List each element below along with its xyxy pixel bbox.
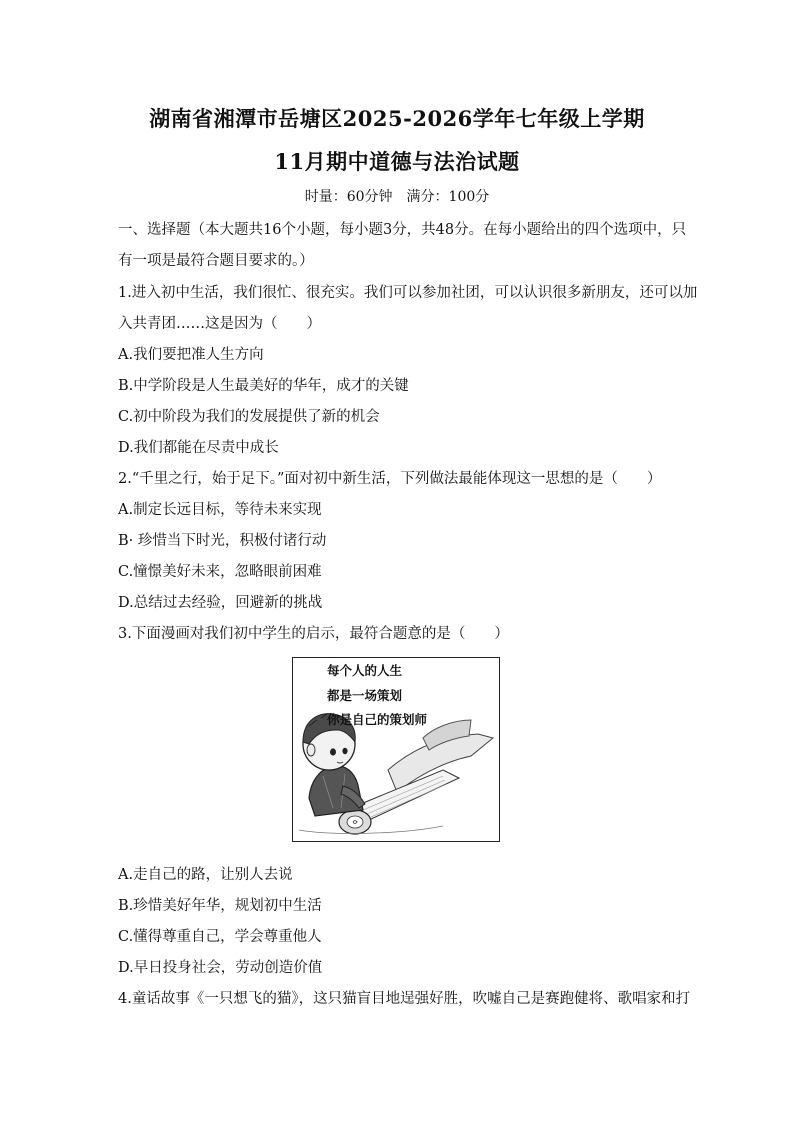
question-1-option-d: D.我们都能在尽责中成长	[118, 440, 279, 456]
question-2-stem: 2.“千里之行，始于足下。”面对初中新生活，下列做法最能体现这一思想的是（ ）	[118, 471, 662, 487]
question-1-option-c: C.初中阶段为我们的发展提供了新的机会	[118, 409, 380, 425]
question-3-stem: 3.下面漫画对我们初中学生的启示，最符合题意的是（ ）	[118, 626, 509, 642]
document-title-line1: 湖南省湘潭市岳塘区2025-2026学年七年级上学期	[149, 106, 645, 131]
comic-caption-line1: 每个人的人生	[327, 663, 403, 678]
question-3-option-a: A.走自己的路，让别人去说	[118, 867, 293, 883]
comic-image	[292, 657, 500, 842]
exam-meta: 时量：60分钟 满分：100分	[304, 189, 490, 205]
document-title-line2: 11月期中道德与法治试题	[274, 149, 520, 174]
section-instruction-line2: 有一项是最符合题目要求的。）	[118, 253, 314, 269]
question-3-option-c: C.懂得尊重自己，学会尊重他人	[118, 929, 322, 945]
question-1-stem-line2: 入共青团……这是因为（ ）	[118, 316, 321, 332]
question-3-option-d: D.早日投身社会，劳动创造价值	[118, 960, 323, 976]
question-1-stem-line1: 1.进入初中生活，我们很忙、很充实。我们可以参加社团，可以认识很多新朋友，还可以加	[118, 285, 698, 301]
comic-caption-line2: 都是一场策划	[327, 688, 403, 703]
question-2-option-b: B· 珍惜当下时光，积极付诸行动	[118, 533, 327, 549]
question-4-stem: 4.童话故事《一只想飞的猫》，这只猫盲目地逞强好胜，吹嘘自己是赛跑健将、歌唱家和打	[118, 991, 691, 1007]
question-2-option-a: A.制定长远目标，等待未来实现	[118, 502, 322, 518]
question-2-option-c: C.憧憬美好未来，忽略眼前困难	[118, 564, 322, 580]
question-1-option-b: B.中学阶段是人生最美好的华年，成才的关键	[118, 378, 409, 394]
section-instruction-line1: 一、选择题（本大题共16个小题，每小题3分，共48分。在每小题给出的四个选项中，只	[118, 222, 687, 238]
comic-caption-line3: 你是自己的策划师	[327, 712, 428, 727]
question-2-option-d: D.总结过去经验，回避新的挑战	[118, 595, 323, 611]
question-1-option-a: A.我们要把准人生方向	[118, 347, 264, 363]
question-3-option-b: B.珍惜美好年华，规划初中生活	[118, 898, 322, 914]
